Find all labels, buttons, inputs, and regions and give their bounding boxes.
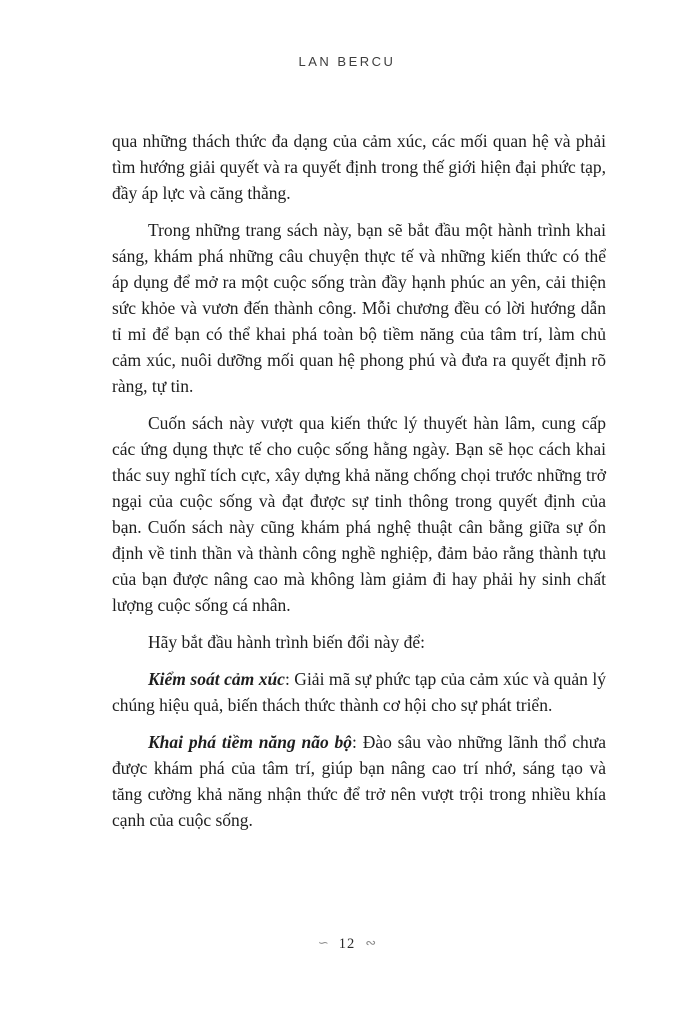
paragraph-text: : Đào sâu vào những lãnh thổ chưa được khám phá của tâm trí, giúp bạn nâng cao trí nhớ, sáng tạo và tăng cường khả năng nhận thức để trở nên vượt trội trong nhiều khía cạnh của cuộc sống. [112, 732, 606, 830]
paragraph-text: : Giải mã sự phức tạp của cảm xúc và quản lý chúng hiệu quả, biến thách thức thành cơ hội cho sự phát triển. [112, 669, 606, 715]
paragraph-lead: Khai phá tiềm năng não bộ [148, 732, 353, 752]
running-head-author: LAN BERCU [298, 54, 396, 69]
paragraph-text: Trong những trang sách này, bạn sẽ bắt đầu một hành trình khai sáng, khám phá những câu chuyện thực tế và những kiến thức có thể áp dụng để mở ra một cuộc sống tràn đầy hạnh phúc an yên, cải thiện sức khỏe và vươn đến thành công. Mỗi chương đều có lời hướng dẫn tỉ mỉ để bạn có thể khai phá toàn bộ tiềm năng của tâm trí, làm chủ cảm xúc, nuôi dưỡng mối quan hệ phong phú và đưa ra quyết định rõ ràng, tự tin. [112, 220, 606, 396]
ornament-right-icon: ∾ [365, 935, 377, 950]
paragraph [112, 629, 606, 655]
paragraph [112, 410, 606, 618]
paragraph [112, 128, 606, 206]
paragraph-text: qua những thách thức đa dạng của cảm xúc, các mối quan hệ và phải tìm hướng giải quyết và ra quyết định trong thế giới hiện đại phức tạp, đầy áp lực và căng thẳng. [112, 131, 606, 203]
paragraph-text: Cuốn sách này vượt qua kiến thức lý thuyết hàn lâm, cung cấp các ứng dụng thực tế cho cuộc sống hằng ngày. Bạn sẽ học cách khai thác suy nghĩ tích cực, xây dựng khả năng chống chọi trước những trở ngại của cuộc sống và đạt được sự tinh thông trong quyết định của bạn. Cuốn sách này cũng khám phá nghệ thuật cân bằng giữa sự ổn định về tinh thần và thành công nghề nghiệp, đảm bảo rằng thành tựu của bạn được nâng cao mà không làm giảm đi hay phải hy sinh chất lượng cuộc sống cá nhân. [112, 413, 606, 615]
page-body [112, 128, 606, 844]
ornament-left-icon: ∽ [317, 935, 329, 950]
paragraph [112, 217, 606, 399]
paragraph [112, 666, 606, 718]
paragraph-text: Hãy bắt đầu hành trình biến đổi này để: [148, 632, 426, 652]
page-number: 12 [338, 936, 356, 952]
paragraph-lead: Kiểm soát cảm xúc [148, 669, 285, 689]
paragraph [112, 729, 606, 833]
page-footer [0, 936, 694, 953]
